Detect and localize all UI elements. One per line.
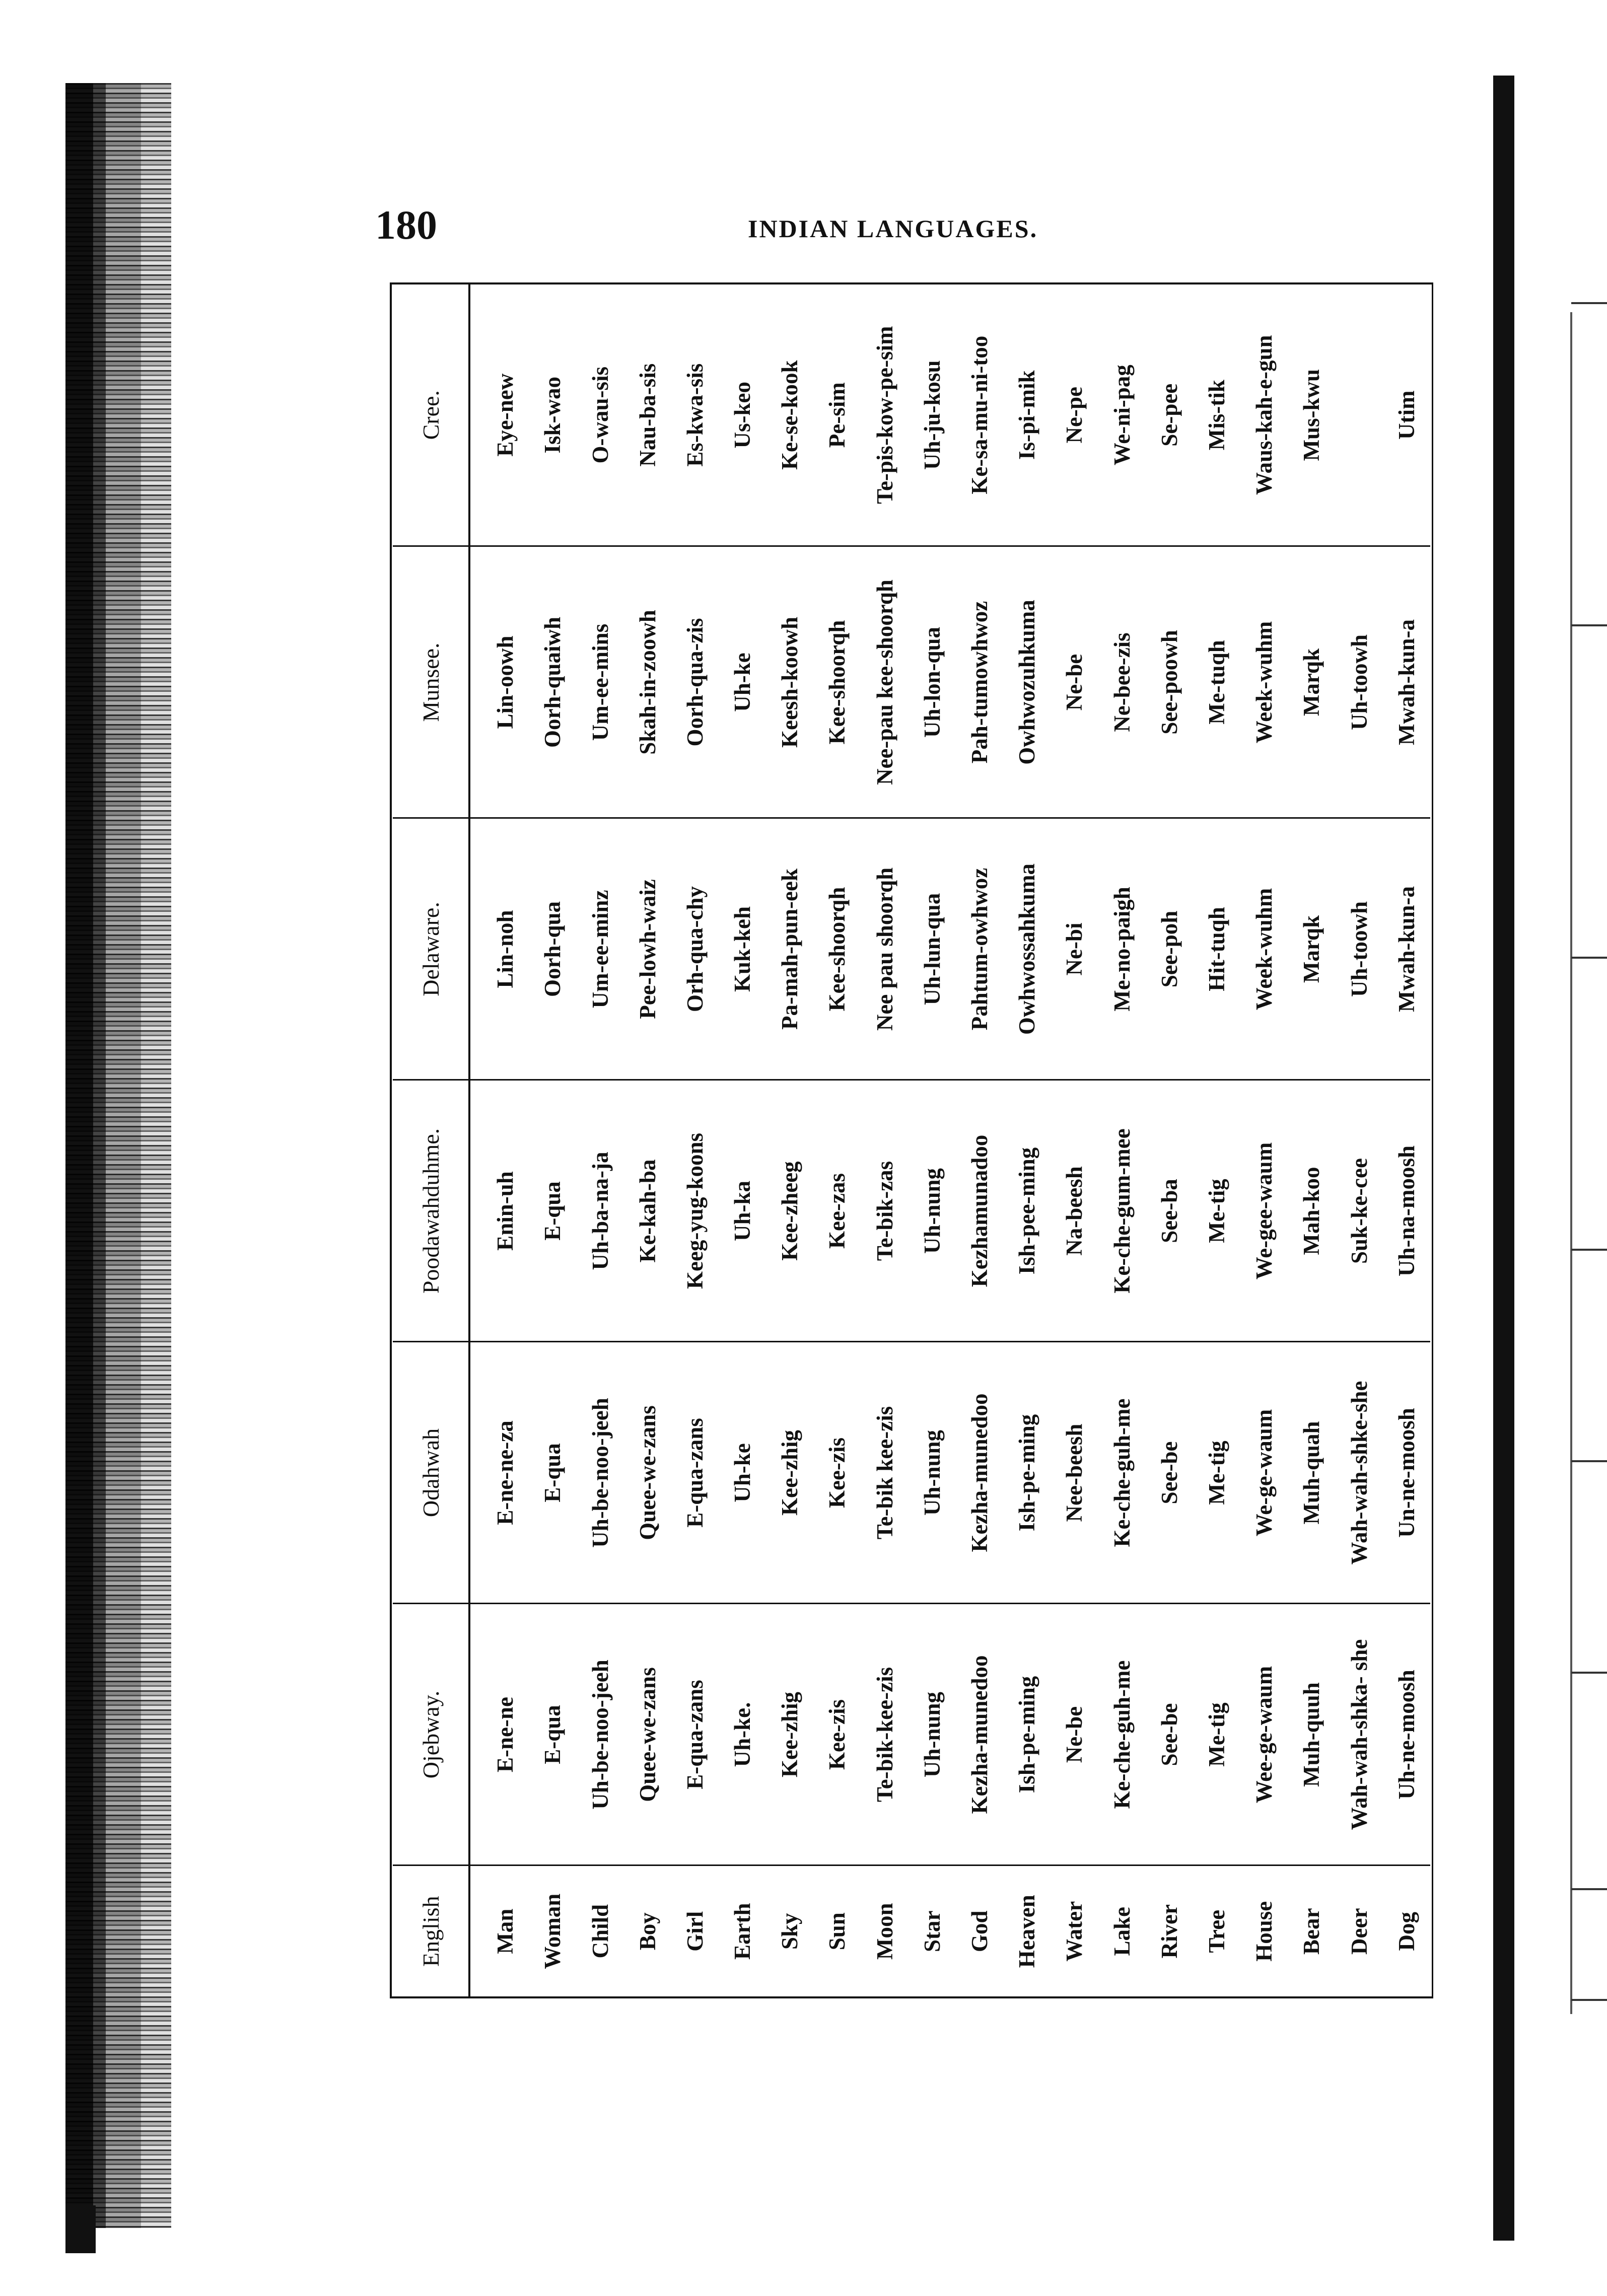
- cell-poodawahduhme: Uh-nung: [909, 1080, 956, 1342]
- table-bottom-rule: [1432, 284, 1433, 1996]
- cell-poodawahduhme: Me-tig: [1193, 1080, 1240, 1342]
- cell-munsee: Owhwozuhkuma: [1003, 546, 1051, 818]
- cell-cree: Es-kwa-sis: [671, 284, 719, 546]
- cell-delaware: Oorh-qua: [529, 818, 576, 1080]
- cell-ojebway: Uh-ne-moosh: [1383, 1604, 1430, 1866]
- cell-cree: Us-keo: [719, 284, 766, 546]
- cell-ojebway: Uh-ke.: [719, 1604, 766, 1866]
- cell-poodawahduhme: We-gee-waum: [1240, 1080, 1288, 1342]
- cell-cree: Uh-ju-kosu: [909, 284, 956, 546]
- cell-odahwah: Muh-quah: [1288, 1342, 1335, 1604]
- cell-delaware: Kuk-keh: [719, 818, 766, 1080]
- table-row: [1288, 284, 1335, 1996]
- cell-ojebway: See-be: [1146, 1604, 1193, 1866]
- page-number: 180: [375, 202, 437, 248]
- cell-cree: Ke-se-kook: [766, 284, 813, 546]
- cell-english: Star: [919, 1910, 945, 1952]
- cell-delaware: Kee-shoorqh: [813, 818, 861, 1080]
- cell-poodawahduhme: Te-bik-zas: [861, 1080, 909, 1342]
- table-row: [766, 284, 813, 1996]
- cell-cree: Is-pi-mik: [1003, 284, 1051, 546]
- table-top-rule: [390, 284, 392, 1996]
- cell-delaware: Nee pau shoorqh: [861, 818, 909, 1080]
- column-header-english: English: [393, 1866, 469, 1996]
- column-header-cree: Cree.: [393, 284, 469, 546]
- cell-cree: Isk-wao: [529, 284, 576, 546]
- cell-english: God: [967, 1910, 993, 1953]
- cell-ojebway: Ish-pe-ming: [1003, 1604, 1051, 1866]
- cell-poodawahduhme: Uh-ba-na-ja: [576, 1080, 623, 1342]
- table-row: [719, 284, 766, 1996]
- cell-poodawahduhme: Kee-zas: [813, 1080, 861, 1342]
- cell-poodawahduhme: Enin-uh: [469, 1080, 529, 1342]
- cell-munsee: Kee-shoorqh: [813, 546, 861, 818]
- table-row: [813, 284, 861, 1996]
- cell-ojebway: Kezha-munedoo: [956, 1604, 1003, 1866]
- cell-poodawahduhme: Keeg-yug-koons: [671, 1080, 719, 1342]
- cell-ojebway: Ke-che-guh-me: [1098, 1604, 1145, 1866]
- cell-cree: Mis-tik: [1193, 284, 1240, 546]
- cell-odahwah: Te-bik kee-zis: [861, 1342, 909, 1604]
- cell-english: Deer: [1346, 1908, 1372, 1955]
- cell-odahwah: Quee-we-zans: [624, 1342, 671, 1604]
- cell-cree: Utim: [1383, 284, 1430, 546]
- column-header-delaware: Delaware.: [393, 818, 469, 1080]
- cell-odahwah: E-ne-ne-za: [469, 1342, 529, 1604]
- cell-delaware: Uh-toowh: [1335, 818, 1382, 1080]
- cell-munsee: See-poowh: [1146, 546, 1193, 818]
- cell-odahwah: Uh-nung: [909, 1342, 956, 1604]
- scan-right-border: [1493, 76, 1514, 2241]
- table-left-rule: [390, 1996, 1433, 1998]
- scan-right-ticks: [1571, 302, 1607, 2004]
- table-row: [469, 284, 529, 1996]
- cell-english: Boy: [635, 1912, 660, 1951]
- table-row: [956, 284, 1003, 1996]
- cell-odahwah: Kee-zis: [813, 1342, 861, 1604]
- cell-cree: Ke-sa-mu-ni-too: [956, 284, 1003, 546]
- cell-cree: Se-pee: [1146, 284, 1193, 546]
- column-header-poodawahduhme: Poodawahduhme.: [393, 1080, 469, 1342]
- cell-cree: We-ni-pag: [1098, 284, 1145, 546]
- cell-munsee: Pah-tumowhwoz: [956, 546, 1003, 818]
- cell-english: Girl: [682, 1911, 708, 1952]
- cell-ojebway: E-qua-zans: [671, 1604, 719, 1866]
- cell-poodawahduhme: Mah-koo: [1288, 1080, 1335, 1342]
- cell-munsee: Keesh-koowh: [766, 546, 813, 818]
- cell-delaware: Marqk: [1288, 818, 1335, 1080]
- cell-munsee: Ne-be: [1051, 546, 1098, 818]
- table-row: [1240, 284, 1288, 1996]
- cell-cree: Pe-sim: [813, 284, 861, 546]
- cell-english: Bear: [1299, 1908, 1324, 1955]
- cell-delaware: Pa-mah-pun-eek: [766, 818, 813, 1080]
- scan-edge-mark: [65, 2205, 96, 2253]
- cell-poodawahduhme: Ish-pee-ming: [1003, 1080, 1051, 1342]
- cell-odahwah: We-ge-waum: [1240, 1342, 1288, 1604]
- cell-odahwah: Uh-be-noo-jeeh: [576, 1342, 623, 1604]
- cell-munsee: Oorh-qua-zis: [671, 546, 719, 818]
- running-head: INDIAN LANGUAGES.: [748, 214, 1038, 243]
- cell-delaware: Owhwossahkuma: [1003, 818, 1051, 1080]
- cell-english: Child: [587, 1904, 613, 1959]
- cell-english: Sun: [824, 1912, 850, 1951]
- cell-delaware: Week-wuhm: [1240, 818, 1288, 1080]
- table-row: [1335, 284, 1382, 1996]
- vocabulary-table: [393, 284, 1430, 1996]
- cell-delaware: Pahtum-owhwoz: [956, 818, 1003, 1080]
- cell-ojebway: Wah-wah-shka- she: [1335, 1604, 1382, 1866]
- table-row: [1383, 284, 1430, 1996]
- cell-odahwah: Wah-wah-shke-she: [1335, 1342, 1382, 1604]
- cell-munsee: Uh-ke: [719, 546, 766, 818]
- cell-poodawahduhme: Ke-kah-ba: [624, 1080, 671, 1342]
- cell-munsee: Uh-lon-qua: [909, 546, 956, 818]
- vocabulary-table-rotated: [393, 284, 1430, 1996]
- cell-munsee: Mwah-kun-a: [1383, 546, 1430, 818]
- cell-cree: Ne-pe: [1051, 284, 1098, 546]
- cell-english: Water: [1062, 1901, 1087, 1962]
- cell-odahwah: E-qua-zans: [671, 1342, 719, 1604]
- cell-munsee: Marqk: [1288, 546, 1335, 818]
- cell-english: Tree: [1204, 1909, 1229, 1953]
- cell-odahwah: Ke-che-guh-me: [1098, 1342, 1145, 1604]
- cell-odahwah: Nee-beesh: [1051, 1342, 1098, 1604]
- cell-munsee: Me-tuqh: [1193, 546, 1240, 818]
- cell-ojebway: E-qua: [529, 1604, 576, 1866]
- column-header-ojebway: Ojebway.: [393, 1604, 469, 1866]
- cell-ojebway: Uh-nung: [909, 1604, 956, 1866]
- cell-english: Dog: [1393, 1912, 1419, 1951]
- cell-english: Lake: [1109, 1907, 1135, 1956]
- cell-delaware: Um-ee-minz: [576, 818, 623, 1080]
- cell-munsee: Oorh-quaiwh: [529, 546, 576, 818]
- cell-ojebway: Quee-we-zans: [624, 1604, 671, 1866]
- table-row: [624, 284, 671, 1996]
- cell-cree: Eye-new: [469, 284, 529, 546]
- cell-odahwah: Kezha-munedoo: [956, 1342, 1003, 1604]
- cell-poodawahduhme: E-qua: [529, 1080, 576, 1342]
- cell-odahwah: Me-tig: [1193, 1342, 1240, 1604]
- cell-odahwah: E-qua: [529, 1342, 576, 1604]
- cell-delaware: Ne-bi: [1051, 818, 1098, 1080]
- cell-poodawahduhme: Uh-ka: [719, 1080, 766, 1342]
- column-header-odahwah: Odahwah: [393, 1342, 469, 1604]
- cell-delaware: Me-no-paigh: [1098, 818, 1145, 1080]
- table-row: [909, 284, 956, 1996]
- cell-poodawahduhme: Suk-ke-cee: [1335, 1080, 1382, 1342]
- cell-cree: O-wau-sis: [576, 284, 623, 546]
- cell-delaware: Orh-qua-chy: [671, 818, 719, 1080]
- scan-binding-shadow: [65, 83, 171, 2228]
- cell-cree: [1335, 284, 1382, 546]
- cell-ojebway: Ne-be: [1051, 1604, 1098, 1866]
- cell-ojebway: Me-tig: [1193, 1604, 1240, 1866]
- cell-odahwah: Ish-pe-ming: [1003, 1342, 1051, 1604]
- table-row: [576, 284, 623, 1996]
- cell-munsee: Lin-oowh: [469, 546, 529, 818]
- cell-english: Heaven: [1014, 1895, 1040, 1968]
- table-row: [671, 284, 719, 1996]
- table-row: [861, 284, 909, 1996]
- cell-english: Sky: [777, 1913, 803, 1950]
- cell-english: River: [1156, 1904, 1182, 1959]
- cell-ojebway: Te-bik-kee-zis: [861, 1604, 909, 1866]
- table-row: [1098, 284, 1145, 1996]
- cell-odahwah: See-be: [1146, 1342, 1193, 1604]
- cell-english: Earth: [730, 1903, 755, 1960]
- table-row: [1193, 284, 1240, 1996]
- cell-poodawahduhme: Ke-che-gum-mee: [1098, 1080, 1145, 1342]
- cell-cree: Nau-ba-sis: [624, 284, 671, 546]
- cell-cree: Waus-kah-e-gun: [1240, 284, 1288, 546]
- cell-poodawahduhme: Na-beesh: [1051, 1080, 1098, 1342]
- cell-delaware: Hit-tuqh: [1193, 818, 1240, 1080]
- table-row: [1146, 284, 1193, 1996]
- cell-english: Woman: [540, 1893, 566, 1969]
- table-row: [1051, 284, 1098, 1996]
- cell-poodawahduhme: Kezhamunadoo: [956, 1080, 1003, 1342]
- cell-poodawahduhme: See-ba: [1146, 1080, 1193, 1342]
- cell-cree: Te-pis-kow-pe-sim: [861, 284, 909, 546]
- cell-odahwah: Un-ne-moosh: [1383, 1342, 1430, 1604]
- cell-ojebway: Kee-zhig: [766, 1604, 813, 1866]
- cell-delaware: Mwah-kun-a: [1383, 818, 1430, 1080]
- cell-ojebway: Muh-quuh: [1288, 1604, 1335, 1866]
- cell-munsee: Uh-toowh: [1335, 546, 1382, 818]
- cell-english: House: [1251, 1901, 1277, 1962]
- cell-ojebway: Kee-zis: [813, 1604, 861, 1866]
- cell-munsee: Week-wuhm: [1240, 546, 1288, 818]
- cell-odahwah: Uh-ke: [719, 1342, 766, 1604]
- cell-cree: Mus-kwu: [1288, 284, 1335, 546]
- cell-ojebway: E-ne-ne: [469, 1604, 529, 1866]
- cell-poodawahduhme: Kee-zheeg: [766, 1080, 813, 1342]
- table-row: [1003, 284, 1051, 1996]
- cell-ojebway: Uh-be-noo-jeeh: [576, 1604, 623, 1866]
- cell-munsee: Um-ee-mins: [576, 546, 623, 818]
- cell-munsee: Ne-bee-zis: [1098, 546, 1145, 818]
- table-row: [529, 284, 576, 1996]
- table-right-rule: [390, 282, 1433, 284]
- cell-english: Moon: [872, 1903, 897, 1960]
- cell-munsee: Skah-in-zoowh: [624, 546, 671, 818]
- cell-delaware: See-poh: [1146, 818, 1193, 1080]
- cell-poodawahduhme: Uh-na-moosh: [1383, 1080, 1430, 1342]
- cell-delaware: Uh-lun-qua: [909, 818, 956, 1080]
- cell-ojebway: Wee-ge-waum: [1240, 1604, 1288, 1866]
- cell-delaware: Lin-noh: [469, 818, 529, 1080]
- cell-odahwah: Kee-zhig: [766, 1342, 813, 1604]
- table-header-row: [393, 284, 469, 1996]
- cell-munsee: Nee-pau kee-shoorqh: [861, 546, 909, 818]
- table-body: [469, 284, 1430, 1996]
- cell-english: Man: [493, 1908, 518, 1954]
- cell-delaware: Pee-lowh-waiz: [624, 818, 671, 1080]
- column-header-munsee: Munsee.: [393, 546, 469, 818]
